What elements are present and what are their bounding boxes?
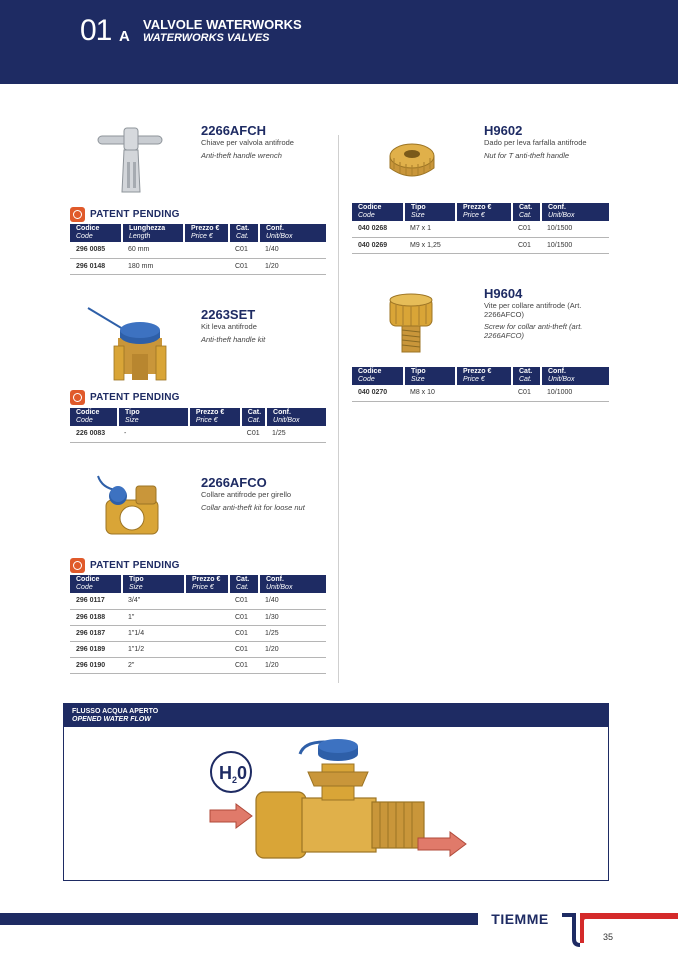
product-desc-it-2263set: Kit leva antifrode <box>201 322 257 331</box>
patent-pending-badge <box>70 557 180 573</box>
table-2266afco <box>70 575 326 674</box>
handle-kit-product-image <box>84 302 180 386</box>
nut-product-image <box>384 136 440 184</box>
patent-icon <box>70 558 85 573</box>
th-code: Codice Code <box>352 367 404 385</box>
product-desc-it-h9602: Dado per leva farfalla antifrode <box>484 138 587 147</box>
page-header <box>0 0 678 84</box>
product-desc-it-h9604-line2: 2266AFCO) <box>484 310 525 319</box>
product-code-2266afco: 2266AFCO <box>201 475 267 490</box>
table-row: 296 0148 180 mm C01 1/20 <box>70 258 326 274</box>
h2o-label-o: 0 <box>237 763 248 783</box>
h2o-label-h: H <box>219 763 232 783</box>
section-title-it: VALVOLE WATERWORKS <box>143 17 302 32</box>
th-cat: Cat. Cat. <box>512 367 541 385</box>
patent-icon <box>70 390 85 405</box>
th-conf: Conf. Unit/Box <box>259 575 326 593</box>
product-desc-it-2266afco: Collare antifrode per girello <box>201 490 292 499</box>
patent-label: PATENT PENDING <box>90 391 180 403</box>
th-code: Codice Code <box>70 575 122 593</box>
wrench-product-image <box>94 122 170 198</box>
section-number: 01 <box>80 14 112 47</box>
footer-bar <box>0 913 478 925</box>
table-row: 226 0083 - C01 1/25 <box>70 426 326 442</box>
th-price: Prezzo € Price € <box>189 408 241 426</box>
product-code-2266afch: 2266AFCH <box>201 123 267 138</box>
th-length: Lunghezza Length <box>122 224 184 242</box>
patent-label: PATENT PENDING <box>90 559 180 571</box>
table-row: 296 0187 1"1/4 C01 1/25 <box>70 625 326 641</box>
patent-icon <box>70 207 85 222</box>
table-2266afch <box>70 224 326 275</box>
footer-swoosh <box>556 913 678 947</box>
water-flow-title-it: FLUSSO ACQUA APERTO <box>72 708 159 715</box>
table-h9602 <box>352 203 609 254</box>
th-conf: Conf. Unit/Box <box>541 367 609 385</box>
th-conf: Conf. Unit/Box <box>541 203 609 221</box>
table-row: 040 0268 M7 x 1 C01 10/1500 <box>352 221 609 237</box>
page-number: 35 <box>603 932 614 942</box>
product-desc-en-h9604-line2: 2266AFCO) <box>484 331 525 340</box>
th-price: Prezzo € Price € <box>456 367 512 385</box>
water-flow-title-en: OPENED WATER FLOW <box>72 716 151 723</box>
product-desc-en-2263set: Anti-theft handle kit <box>201 335 266 344</box>
product-desc-en-h9604-line1: Screw for collar anti-theft (art. <box>484 322 583 331</box>
section-letter: A <box>119 28 130 45</box>
screw-product-image <box>386 292 436 356</box>
product-desc-it-2266afch: Chiave per valvola antifrode <box>201 138 294 147</box>
water-flow-header <box>64 704 608 727</box>
product-desc-en-2266afco: Collar anti-theft kit for loose nut <box>201 503 305 512</box>
th-cat: Cat. Cat. <box>229 575 259 593</box>
collar-product-image <box>92 472 168 544</box>
product-desc-it-h9604-line1: Vite per collare antifrode (Art. <box>484 301 582 310</box>
product-code-h9602: H9602 <box>484 123 523 138</box>
th-cat: Cat. Cat. <box>512 203 541 221</box>
th-size: Tipo Size <box>118 408 189 426</box>
product-code-h9604: H9604 <box>484 286 523 301</box>
th-code: Codice Code <box>70 408 118 426</box>
th-conf: Conf. Unit/Box <box>266 408 326 426</box>
product-code-2263set: 2263SET <box>201 307 256 322</box>
table-row: 296 0085 60 mm C01 1/40 <box>70 242 326 258</box>
th-size: Tipo Size <box>404 203 456 221</box>
th-cat: Cat. Cat. <box>241 408 266 426</box>
patent-label: PATENT PENDING <box>90 208 180 220</box>
patent-pending-badge <box>70 206 180 222</box>
product-desc-en-2266afch: Anti-theft handle wrench <box>201 151 282 160</box>
water-flow-panel <box>63 703 609 881</box>
th-size: Tipo Size <box>404 367 456 385</box>
brand-logo: TIEMME <box>478 910 562 928</box>
table-row: 040 0270 M8 x 10 C01 10/1000 <box>352 385 609 401</box>
h2o-label-sub: 2 <box>232 775 238 785</box>
th-code: Codice Code <box>70 224 122 242</box>
th-price: Prezzo € Price € <box>184 224 229 242</box>
th-price: Prezzo € Price € <box>185 575 229 593</box>
th-code: Codice Code <box>352 203 404 221</box>
product-desc-en-h9602: Nut for T anti-theft handle <box>484 151 570 160</box>
column-divider <box>338 135 339 683</box>
table-2263set <box>70 408 326 443</box>
th-cat: Cat. Cat. <box>229 224 259 242</box>
table-row: 040 0269 M9 x 1,25 C01 10/1500 <box>352 237 609 253</box>
table-h9604 <box>352 367 609 402</box>
th-size: Tipo Size <box>122 575 185 593</box>
table-row: 296 0117 3/4" C01 1/40 <box>70 593 326 609</box>
valve-flow-illustration <box>204 732 474 878</box>
section-title-en: WATERWORKS VALVES <box>143 32 270 44</box>
th-conf: Conf. Unit/Box <box>259 224 326 242</box>
patent-pending-badge <box>70 389 180 405</box>
table-row: 296 0188 1" C01 1/30 <box>70 609 326 625</box>
th-price: Prezzo € Price € <box>456 203 512 221</box>
table-row: 296 0190 2" C01 1/20 <box>70 657 326 673</box>
table-row: 296 0189 1"1/2 C01 1/20 <box>70 641 326 657</box>
